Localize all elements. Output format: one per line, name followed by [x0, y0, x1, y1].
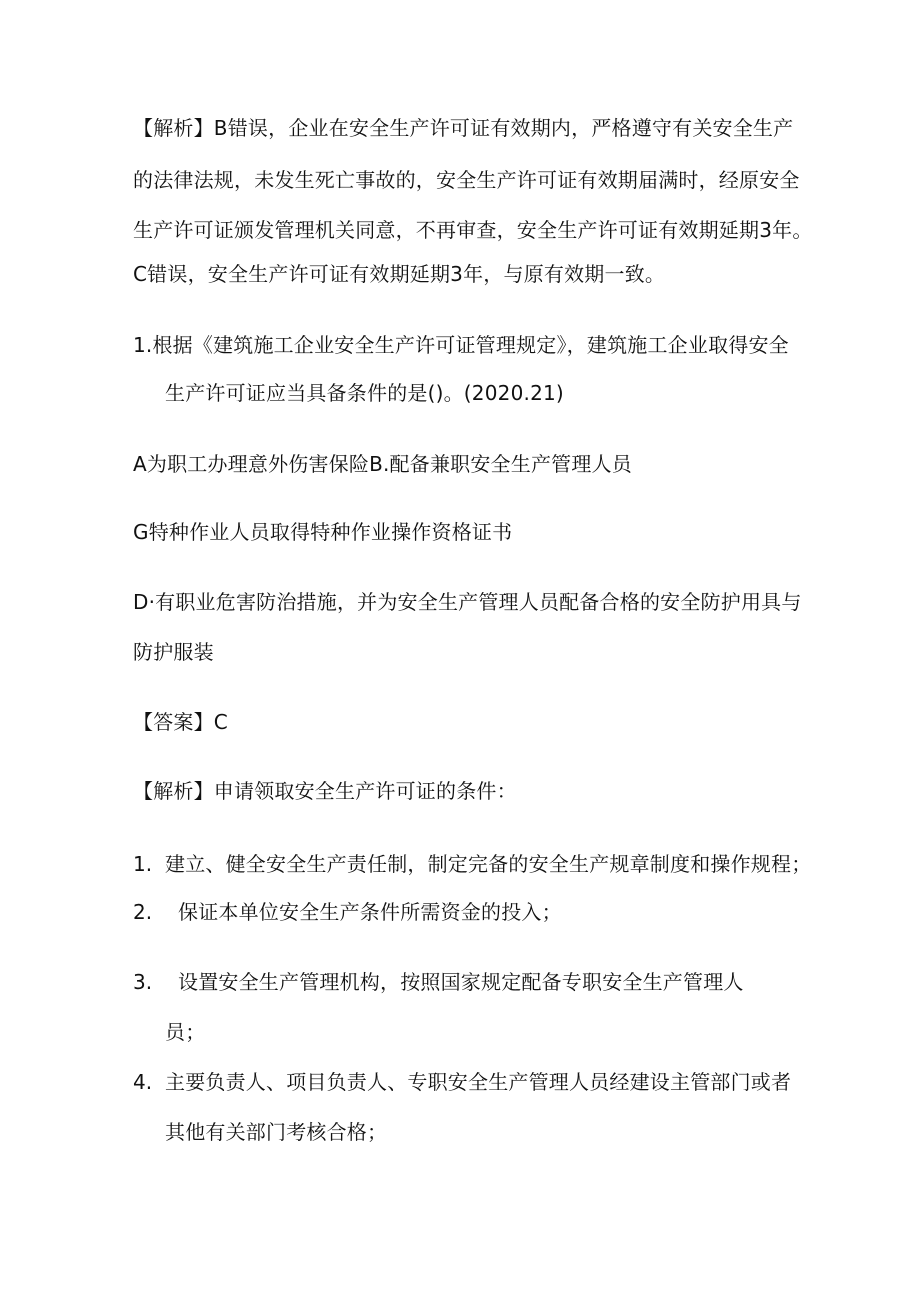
- list-item-2-number: 2.: [133, 900, 153, 924]
- list-item-3-text-line-1: 设置安全生产管理机构，按照国家规定配备专职安全生产管理人: [178, 970, 744, 994]
- list-item-2-text: 保证本单位安全生产条件所需资金的投入；: [178, 900, 562, 924]
- option-a-b: A为职工办理意外伤害保险B.配备兼职安全生产管理人员: [133, 452, 632, 476]
- question-stem-line-2: 生产许可证应当具备条件的是()。(2020.21): [165, 381, 564, 405]
- option-d-line-2: 防护服装: [133, 640, 214, 664]
- answer: 【答案】C: [133, 710, 228, 734]
- list-item-4-text-line-1: 主要负责人、项目负责人、专职安全生产管理人员经建设主管部门或者: [165, 1070, 792, 1094]
- analysis-1-line-1: 【解析】B错误，企业在安全生产许可证有效期内，严格遵守有关安全生产: [133, 116, 794, 140]
- analysis-1-line-4: C错误，安全生产许可证有效期延期3年，与原有效期一致。: [133, 262, 666, 286]
- question-stem-line-1: 1.根据《建筑施工企业安全生产许可证管理规定》，建筑施工企业取得安全: [133, 333, 789, 357]
- list-item-4-text-line-2: 其他有关部门考核合格；: [165, 1120, 388, 1144]
- option-d-line-1: D·有职业危害防治措施，并为安全生产管理人员配备合格的安全防护用具与: [133, 590, 802, 614]
- list-item-1-number: 1.: [133, 852, 153, 876]
- list-item-3-number: 3.: [133, 970, 153, 994]
- list-item-1-text: 建立、健全安全生产责任制，制定完备的安全生产规章制度和操作规程；: [165, 852, 812, 876]
- list-item-3-text-line-2: 员；: [165, 1020, 206, 1044]
- analysis-2-intro: 【解析】申请领取安全生产许可证的条件：: [133, 779, 517, 803]
- analysis-1-line-2: 的法律法规，未发生死亡事故的，安全生产许可证有效期届满时，经原安全: [133, 168, 800, 192]
- list-item-4-number: 4.: [133, 1070, 153, 1094]
- option-c: G特种作业人员取得特种作业操作资格证书: [133, 520, 513, 544]
- analysis-1-line-3: 生产许可证颁发管理机关同意，不再审查，安全生产许可证有效期延期3年。: [133, 218, 813, 242]
